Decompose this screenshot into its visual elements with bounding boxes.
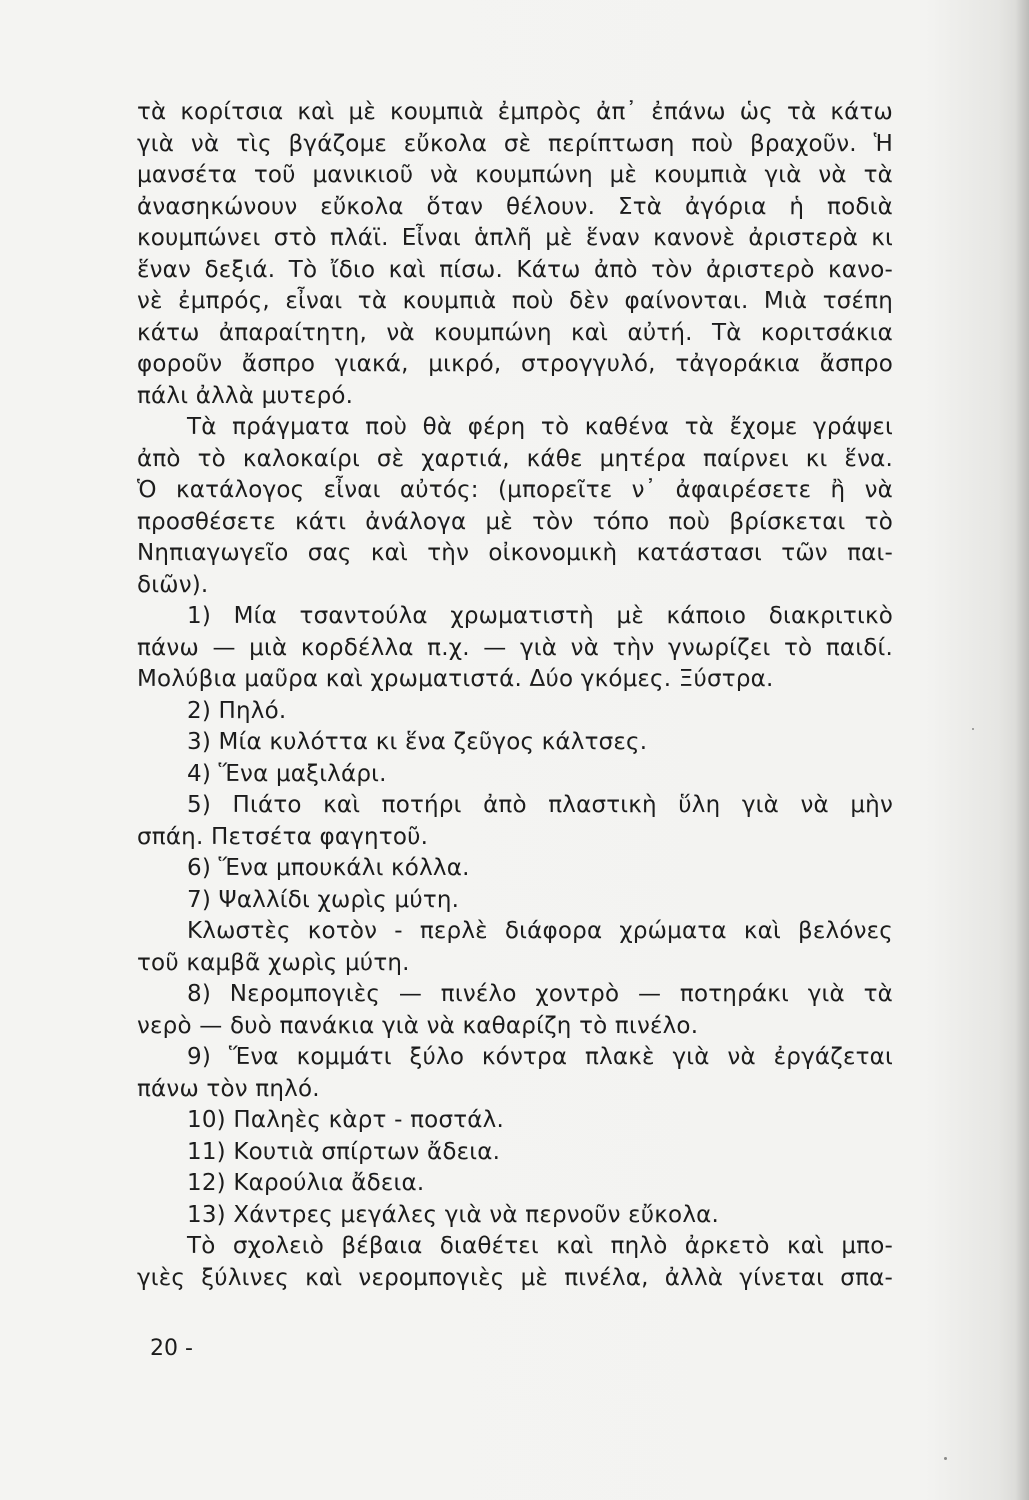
paper-speck	[944, 1457, 947, 1460]
text-line: Κλωστὲς κοτὸν - περλὲ διάφορα χρώματα καὶ βελόνες	[187, 918, 893, 944]
text-line: ἕναν δεξιά. Τὸ ἴδιο καὶ πίσω. Κάτω ἀπὸ τὸν ἀριστερὸ κανο-	[137, 256, 893, 283]
list-item-12: 12) Καρούλια ἄδεια.	[187, 1170, 425, 1196]
text-line: Ὁ κατάλογος εἶναι αὐτός: (μπορεῖτε ν᾽ ἀφαιρέσετε ἢ νὰ	[137, 477, 893, 503]
text-line: τὰ κορίτσια καὶ μὲ κουμπιὰ ἐμπρὸς ἀπ᾽ ἐπάνω ὡς τὰ κάτω	[137, 99, 893, 125]
text-line: κουμπώνει στὸ πλάϊ. Εἶναι ἁπλῆ μὲ ἕναν κανονὲ ἀριστερὰ κι	[137, 225, 893, 251]
text-line: κάτω ἀπαραίτητη, νὰ κουμπώνη καὶ αὐτή. Τὰ κοριτσάκια	[137, 319, 893, 346]
body-text	[137, 97, 893, 1294]
paper-speck	[972, 728, 974, 730]
list-item-13: 13) Χάντρες μεγάλες γιὰ νὰ περνοῦν εὔκολα.	[187, 1201, 719, 1228]
text-line: γιὲς ξύλινες καὶ νερομπογιὲς μὲ πινέλα, ἀλλὰ γίνεται σπα-	[137, 1264, 893, 1291]
list-item-5: 5) Πιάτο καὶ ποτήρι ἀπὸ πλαστικὴ ὕλη γιὰ νὰ μὴν	[187, 792, 893, 818]
text-line: ἀνασηκώνουν εὔκολα ὅταν θέλουν. Στὰ ἀγόρια ἡ ποδιὰ	[137, 193, 893, 220]
text-line: ἀπὸ τὸ καλοκαίρι σὲ χαρτιά, κάθε μητέρα παίρνει κι ἕνα.	[137, 445, 893, 472]
text-line: προσθέσετε κάτι ἀνάλογα μὲ τὸν τόπο ποὺ βρίσκεται τὸ	[137, 508, 893, 535]
text-line: νὲ ἐμπρός, εἶναι τὰ κουμπιὰ ποὺ δὲν φαίνονται. Μιὰ τσέπη	[137, 288, 893, 314]
text-line: Τὰ πράγματα ποὺ θὰ φέρη τὸ καθένα τὰ ἔχομε γράψει	[187, 414, 893, 440]
list-item-9: 9) Ἕνα κομμάτι ξύλο κόντρα πλακὲ γιὰ νὰ ἐργάζεται	[187, 1044, 893, 1070]
text-line: Μολύβια μαῦρα καὶ χρωματιστά. Δύο γκόμες. Ξύστρα.	[137, 666, 774, 692]
list-item-1: 1) Μία τσαντούλα χρωματιστὴ μὲ κάποιο διακριτικὸ	[187, 603, 893, 629]
list-item-7: 7) Ψαλλίδι χωρὶς μύτη.	[187, 886, 460, 913]
text-line: γιὰ νὰ τὶς βγάζομε εὔκολα σὲ περίπτωση ποὺ βραχοῦν. Ἡ	[137, 130, 893, 157]
list-item-10: 10) Παληὲς κὰρτ - ποστάλ.	[187, 1107, 504, 1133]
list-item-11: 11) Κουτιὰ σπίρτων ἄδεια.	[187, 1138, 501, 1165]
list-item-6: 6) Ἕνα μπουκάλι κόλλα.	[187, 855, 470, 881]
text-line: σπάη. Πετσέτα φαγητοῦ.	[137, 823, 429, 850]
list-item-2: 2) Πηλό.	[187, 697, 287, 724]
text-line: φοροῦν ἄσπρο γιακά, μικρό, στρογγυλό, τἀγοράκια ἄσπρο	[137, 351, 893, 377]
text-line: τοῦ καμβᾶ χωρὶς μύτη.	[137, 949, 410, 976]
text-line: πάνω — μιὰ κορδέλλα π.χ. — γιὰ νὰ τὴν γνωρίζει τὸ παιδί.	[137, 634, 893, 661]
page-edge-shadow	[1015, 0, 1029, 1500]
text-line: πάλι ἀλλὰ μυτερό.	[137, 382, 354, 409]
text-line: διῶν).	[137, 571, 209, 598]
list-item-4: 4) Ἕνα μαξιλάρι.	[187, 760, 387, 787]
text-line: μανσέτα τοῦ μανικιοῦ νὰ κουμπώνη μὲ κουμπιὰ γιὰ νὰ τὰ	[137, 162, 893, 188]
list-item-3: 3) Μία κυλόττα κι ἕνα ζεῦγος κάλτσες.	[187, 729, 648, 755]
list-item-8: 8) Νερομπογιὲς — πινέλο χοντρὸ — ποτηράκι γιὰ τὰ	[187, 981, 893, 1007]
text-line: Νηπιαγωγεῖο σας καὶ τὴν οἰκονομικὴ κατάστασι τῶν παι-	[137, 540, 893, 566]
text-line: Τὸ σχολειὸ βέβαια διαθέτει καὶ πηλὸ ἀρκετὸ καὶ μπο-	[187, 1233, 893, 1259]
text-line: πάνω τὸν πηλό.	[137, 1075, 320, 1102]
text-line: νερὸ — δυὸ πανάκια γιὰ νὰ καθαρίζη τὸ πινέλο.	[137, 1012, 699, 1039]
page-number: 20 -	[150, 1336, 193, 1361]
